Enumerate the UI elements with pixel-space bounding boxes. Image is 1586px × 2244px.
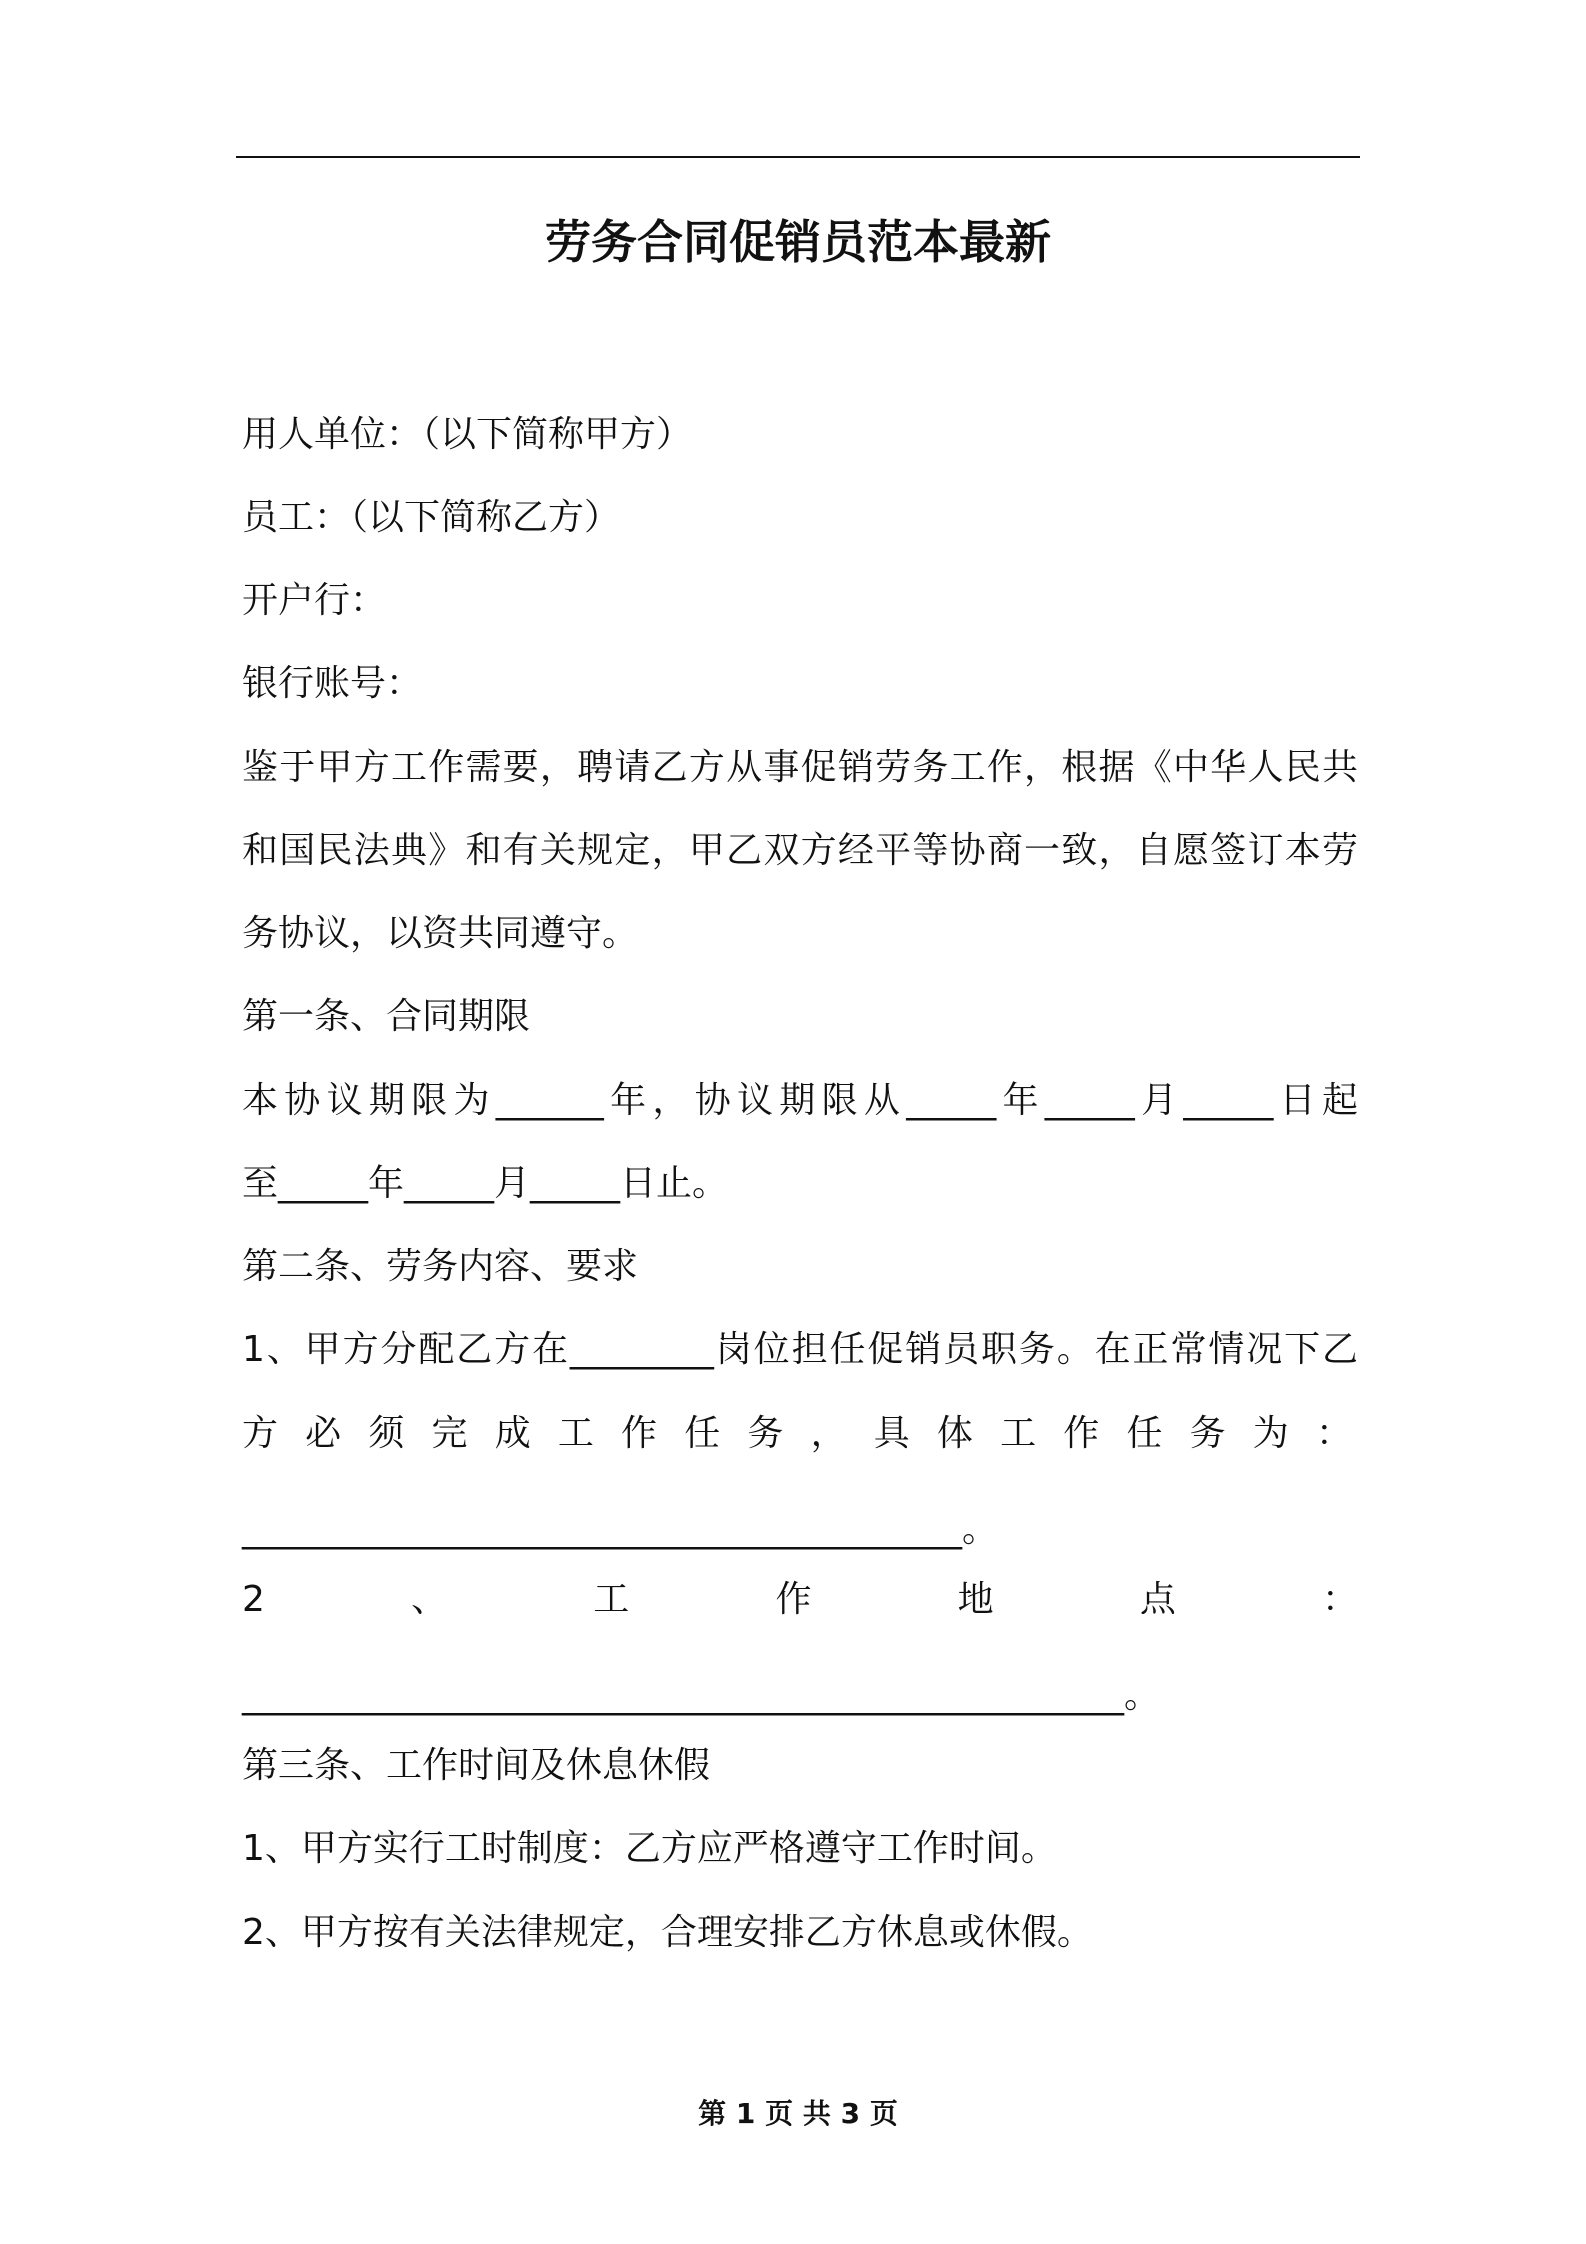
bank-line: 开户行： [242, 580, 387, 621]
term-line-1: 本协议期限为______年，协议期限从_____年_____月_____日起 [242, 1080, 1358, 1121]
preamble-line-3: 务协议，以资共同遵守。 [242, 913, 639, 954]
article-1-heading: 第一条、合同期限 [242, 996, 531, 1037]
party-b-line: 员工：（以下简称乙方） [242, 497, 621, 538]
page-number-label: 第 1 页 共 3 页 [698, 2097, 898, 2130]
duty-line-1: 1、甲方分配乙方在________岗位担任促销员职务。在正常情况下乙 [242, 1329, 1358, 1370]
document-title: 劳务合同促销员范本最新 [545, 215, 1051, 269]
rest-leave-line: 2、甲方按有关法律规定，合理安排乙方休息或休假。 [242, 1912, 1093, 1953]
preamble-line-2: 和国民法典》和有关规定，甲乙双方经平等协商一致，自愿签订本劳 [242, 830, 1358, 871]
preamble-line-1: 鉴于甲方工作需要，聘请乙方从事促销劳务工作，根据《中华人民共 [242, 747, 1358, 788]
work-hours-line: 1、甲方实行工时制度：乙方应严格遵守工作时间。 [242, 1828, 1057, 1869]
work-location-blank-line: _________________________________________________。 [242, 1675, 1160, 1716]
term-line-2: 至_____年_____月_____日止。 [242, 1163, 729, 1204]
article-2-heading: 第二条、劳务内容、要求 [242, 1246, 639, 1287]
bank-account-line: 银行账号： [242, 663, 423, 704]
duty-line-2: 方必须完成工作任务，具体工作任务为： [242, 1413, 1358, 1454]
party-a-line: 用人单位：（以下简称甲方） [242, 414, 693, 455]
page-footer [236, 2094, 1360, 2134]
article-3-heading: 第三条、工作时间及休息休假 [242, 1745, 711, 1786]
duty-blank-line: ________________________________________。 [242, 1509, 998, 1550]
work-location-line: 2、工作地点： [242, 1579, 1358, 1620]
header-rule [236, 156, 1360, 158]
